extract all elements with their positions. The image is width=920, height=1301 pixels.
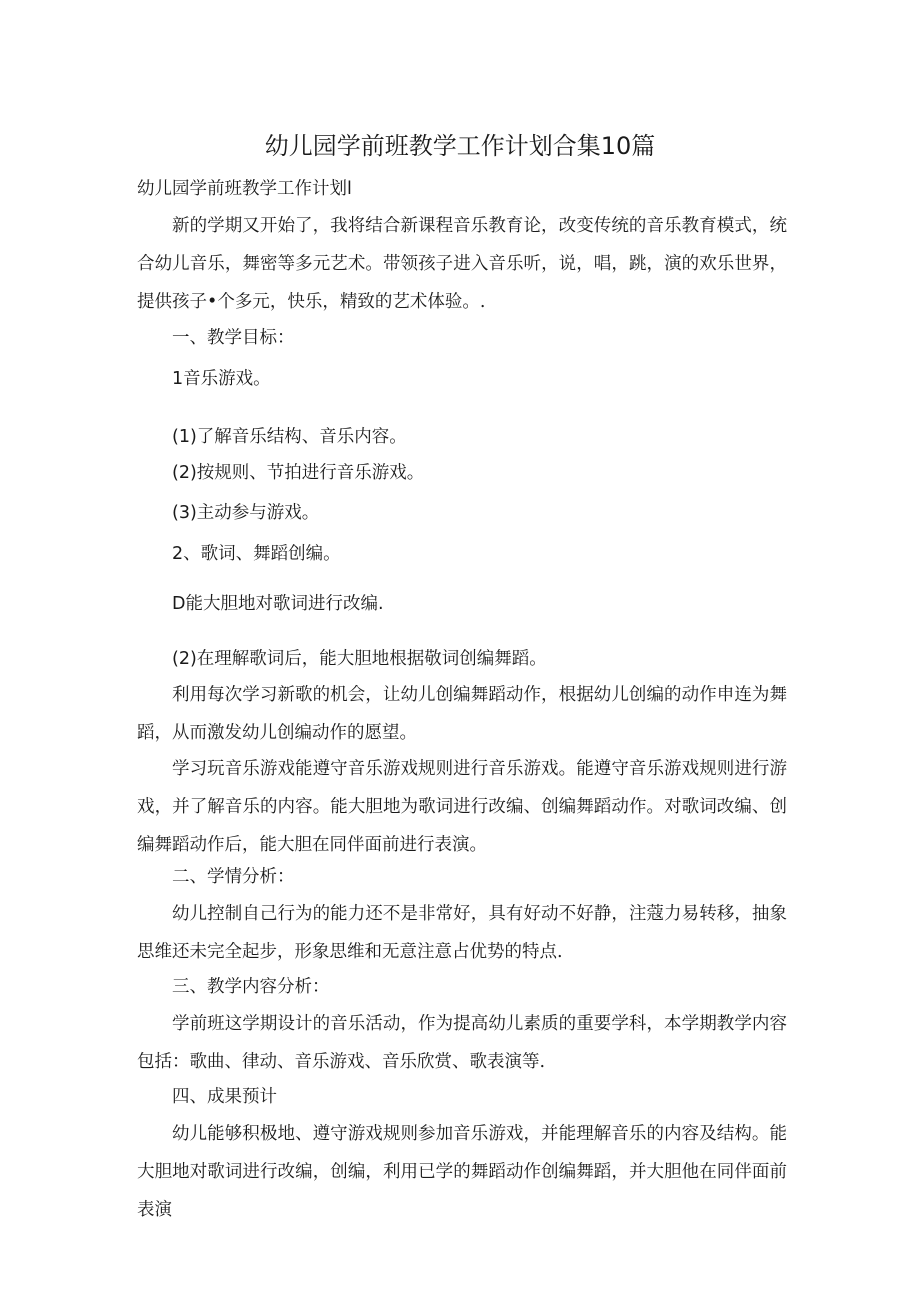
document-title: 幼儿园学前班教学工作计划合集10篇 — [264, 132, 656, 160]
goal-item-1a: (1)了解音乐结构、音乐内容。 — [172, 427, 407, 447]
content-paragraph: 学前班这学期设计的音乐活动，作为提高幼儿素质的重要学科，本学期教学内容包括：歌曲、律动、音乐游戏、音乐欣赏、歌表演等. — [137, 1014, 787, 1072]
goal-item-2b: (2)在理解歌词后，能大胆地根据敬词创编舞蹈。 — [172, 649, 547, 669]
paragraph-music-games: 学习玩音乐游戏能遵守音乐游戏规则进行音乐游戏。能遵守音乐游戏规则进行游戏，并了解音乐的内容。能大胆地为歌词进行改编、创编舞蹈动作。对歌词改编、创编舞蹈动作后，能大胆在同伴面前进行表演。 — [137, 759, 787, 855]
goal-item-1: 1音乐游戏。 — [172, 369, 271, 389]
intro-paragraph: 新的学期又开始了，我将结合新课程音乐教育论，改变传统的音乐教育模式，统合幼儿音乐，舞密等多元艺术。带领孩子进入音乐听，说，唱，跳，演的欢乐世界，提供孩子•个多元，快乐，精致的艺术体验。. — [137, 216, 787, 312]
paragraph-creative-dance: 利用每次学习新歌的机会，让幼儿创编舞蹈动作，根据幼儿创编的动作申连为舞蹈，从而激发幼儿创编动作的愿望。 — [137, 685, 787, 743]
section-heading-content: 三、教学内容分析： — [172, 977, 330, 997]
section-heading-analysis: 二、学情分析： — [172, 867, 295, 887]
analysis-paragraph: 幼儿控制自己行为的能力还不是非常好，具有好动不好静，注蔻力易转移，抽象思维还未完全起步，形象思维和无意注意占优势的特点. — [137, 904, 787, 962]
section-heading-goals: 一、教学目标： — [172, 328, 295, 348]
section-heading-outcomes: 四、成果预计 — [172, 1087, 277, 1107]
goal-item-1c: (3)主动参与游戏。 — [172, 503, 320, 523]
goal-item-1b: (2)按规则、节拍进行音乐游戏。 — [172, 463, 425, 483]
goal-item-2: 2、歌词、舞蹈创编。 — [172, 544, 341, 564]
outcomes-paragraph: 幼儿能够积极地、遵守游戏规则参加音乐游戏，并能理解音乐的内容及结构。能大胆地对歌词进行改编，创编，利用已学的舞蹈动作创编舞蹈，并大胆他在同伴面前表演 — [137, 1124, 787, 1220]
goal-item-2a: D能大胆地对歌词进行改编. — [172, 594, 384, 614]
plan-subtitle: 幼儿园学前班教学工作计划l — [137, 179, 352, 199]
